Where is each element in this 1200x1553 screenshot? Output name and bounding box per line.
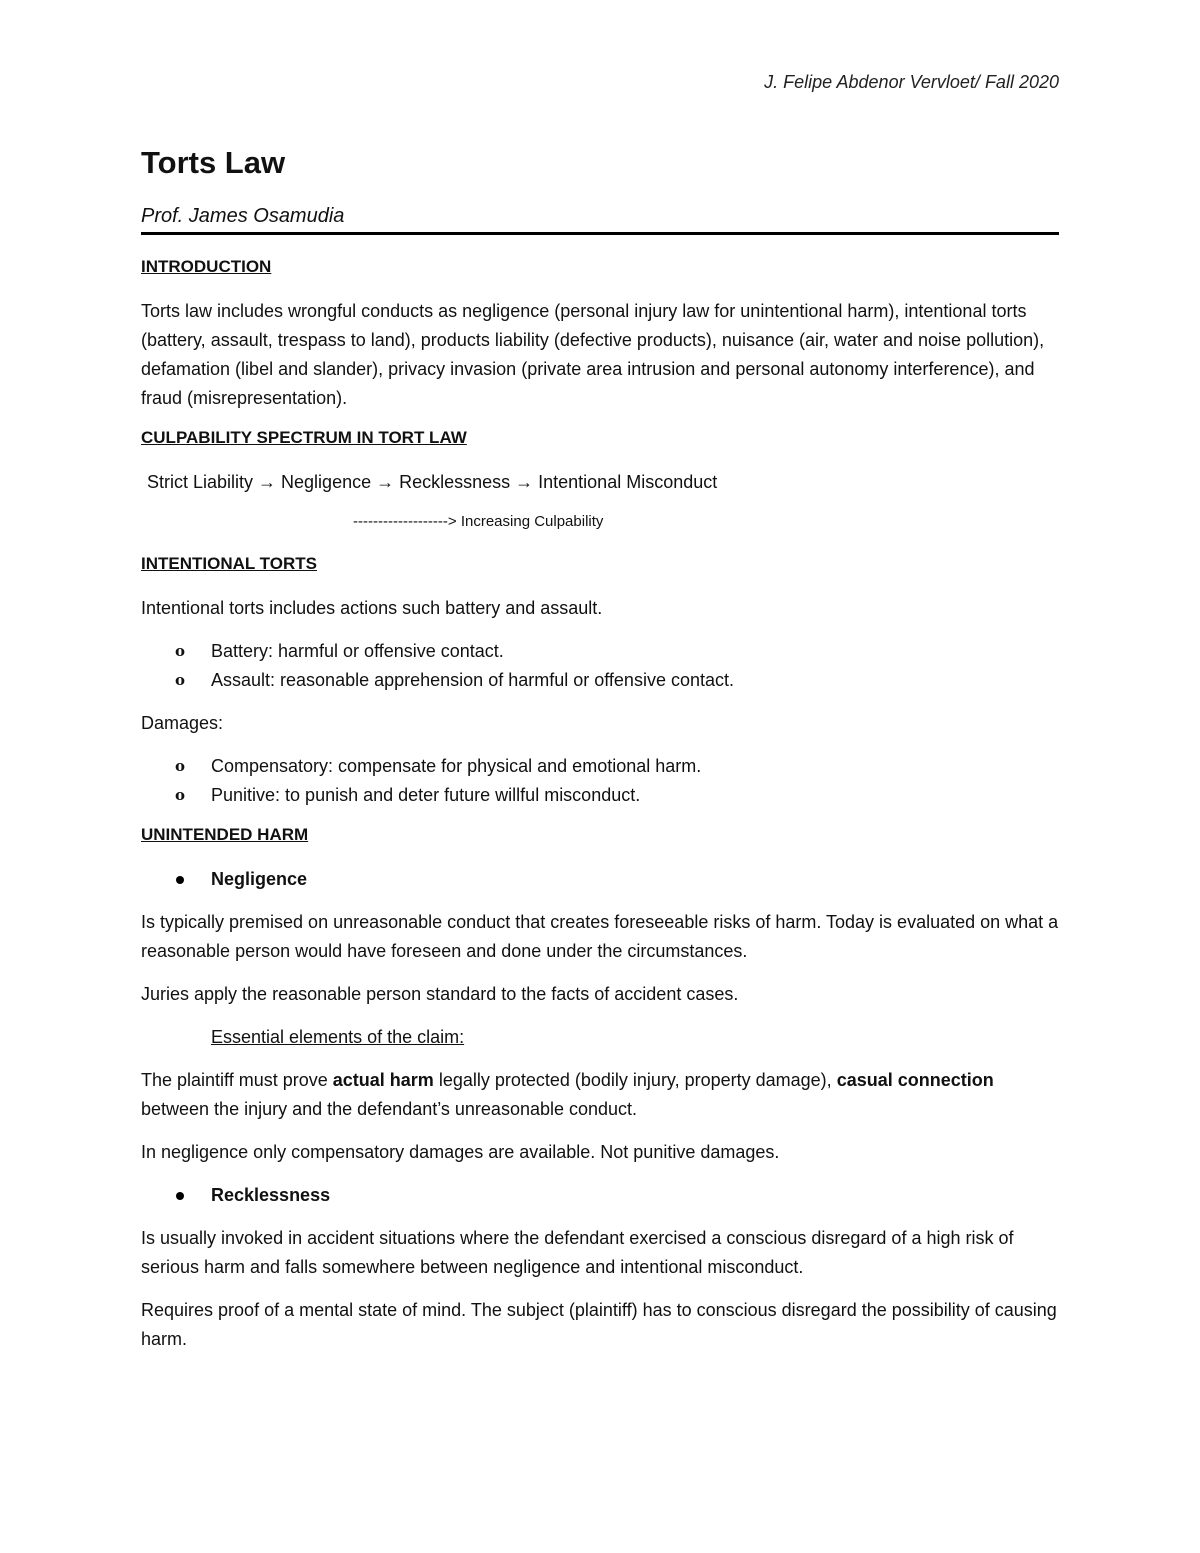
unintended-harm-heading: UNINTENDED HARM <box>141 825 309 844</box>
list-item-text: Assault: reasonable apprehension of harmful or offensive contact. <box>211 670 734 690</box>
list-item <box>141 752 1059 781</box>
bullet-dot-icon <box>176 876 184 884</box>
culpability-heading: CULPABILITY SPECTRUM IN TORT LAW <box>141 428 467 447</box>
list-marker: o <box>175 671 186 689</box>
negligence-damages: In negligence only compensatory damages are available. Not punitive damages. <box>141 1142 780 1162</box>
intentional-torts-intro: Intentional torts includes actions such battery and assault. <box>141 598 603 618</box>
recklessness-proof: Requires proof of a mental state of mind. The subject (plaintiff) has to conscious disregard the possibility of causing harm. <box>141 1300 1057 1349</box>
introduction-heading: INTRODUCTION <box>141 257 272 276</box>
essential-elements-label: Essential elements of the claim: <box>211 1027 465 1047</box>
document-title: Torts Law <box>141 145 286 180</box>
negligence-definition: Is typically premised on unreasonable conduct that creates foreseeable risks of harm. Today is evaluated on what a reasonable person would have foreseen and done under the circumstances. <box>141 912 1059 961</box>
claim-text: between the injury and the defendant’s unreasonable conduct. <box>141 1099 638 1119</box>
introduction-text: Torts law includes wrongful conducts as negligence (personal injury law for unintentional harm), intentional torts (battery, assault, trespass to land), products liability (defective products), nuisance (air, water and noise pollution), defamation (libel and slander), privacy invasion (private area intrusion and personal autonomy interference), and fraud (misrepresentation). <box>141 301 1045 408</box>
negligence-label: Negligence <box>211 869 308 889</box>
list-item-text: Punitive: to punish and deter future willful misconduct. <box>211 785 641 805</box>
list-marker: o <box>175 786 186 804</box>
negligence-juries: Juries apply the reasonable person standard to the facts of accident cases. <box>141 984 739 1004</box>
list-marker: o <box>175 757 186 775</box>
document-body <box>141 256 1059 1368</box>
list-marker: o <box>175 642 186 660</box>
increasing-culpability: -------------------> Increasing Culpability <box>353 513 604 530</box>
list-item-text: Battery: harmful or offensive contact. <box>211 641 504 661</box>
intentional-torts-heading: INTENTIONAL TORTS <box>141 554 317 573</box>
negligence-bullet <box>141 865 1059 894</box>
damages-label: Damages: <box>141 713 224 733</box>
list-item <box>141 666 1059 695</box>
recklessness-bullet <box>141 1181 1059 1210</box>
title-divider <box>141 232 1059 235</box>
list-item <box>141 637 1059 666</box>
claim-bold-actual-harm: actual harm <box>332 1070 434 1090</box>
recklessness-label: Recklessness <box>211 1185 331 1205</box>
list-item <box>141 781 1059 810</box>
intentional-torts-list <box>141 637 1059 695</box>
recklessness-definition: Is usually invoked in accident situations where the defendant exercised a conscious disregard of a high risk of serious harm and falls somewhere between negligence and intentional misconduct. <box>141 1228 1014 1277</box>
culpability-spectrum: Strict Liability → Negligence → Recklessness → Intentional Misconduct <box>147 472 718 492</box>
bullet-dot-icon <box>176 1192 184 1200</box>
list-item-text: Compensatory: compensate for physical and emotional harm. <box>211 756 702 776</box>
author-line: J. Felipe Abdenor Vervloet/ Fall 2020 <box>764 72 1059 92</box>
professor-name: Prof. James Osamudia <box>141 205 345 227</box>
claim-text: legally protected (bodily injury, property damage), <box>433 1070 837 1090</box>
damages-list <box>141 752 1059 810</box>
claim-bold-casual-connection: casual connection <box>836 1070 994 1090</box>
claim-text: The plaintiff must prove <box>141 1070 333 1090</box>
negligence-claim <box>141 1066 1059 1124</box>
